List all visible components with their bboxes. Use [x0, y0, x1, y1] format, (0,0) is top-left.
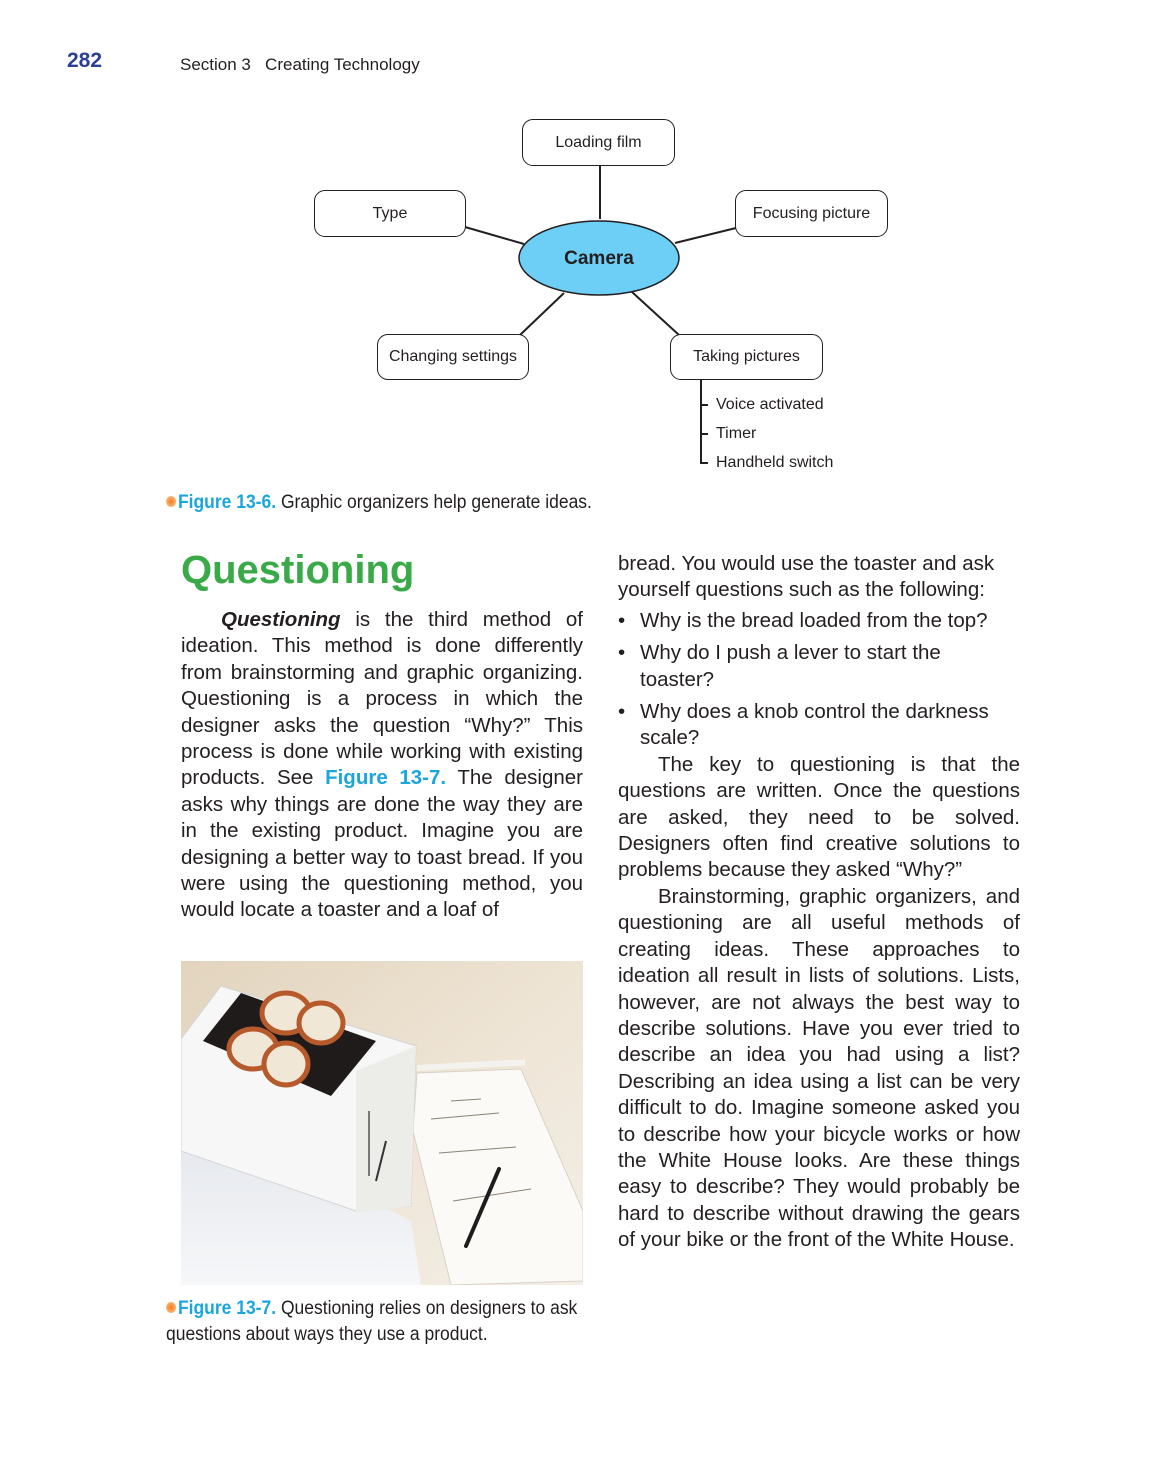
- left-column: [181, 607, 583, 924]
- paragraph: The key to questioning is that the questions are written. Once the questions are asked, they need to be solved. Designers often find creative solutions to problems because they asked “Why?”: [618, 752, 1020, 882]
- section-heading: Questioning: [181, 548, 415, 592]
- question-list: [618, 608, 1020, 752]
- subitem-timer: Timer: [716, 425, 757, 442]
- toaster-illustration: [181, 961, 583, 1285]
- figure-label: Figure 13-7.: [177, 1298, 277, 1319]
- paragraph-text: The designer asks why things are done the way they are in the existing product. Imagine you are designing a better way to toast bread. If you were using the questioning method, you would locate a toaster and a loaf of: [181, 766, 583, 922]
- camera-graphic-organizer: [0, 0, 1156, 480]
- subitem-voice-activated: Voice activated: [716, 396, 824, 413]
- paragraph-text: is the third method of ideation. This method is done differently from brainstorming and graphic organizing. Questioning is a process in which the designer asks the question “Why?” This process is done while working with existing products. See: [181, 608, 583, 790]
- right-column: [618, 551, 1020, 1254]
- question-item: • Why is the bread loaded from the top?: [618, 608, 1020, 634]
- node-type: Type: [314, 190, 466, 237]
- paragraph: [181, 607, 583, 924]
- subitem-handheld-switch: Handheld switch: [716, 454, 834, 471]
- caption-bullet-icon: [166, 496, 176, 507]
- node-changing-settings: Changing settings: [377, 334, 529, 380]
- paragraph: bread. You would use the toaster and ask yourself questions such as the following:: [618, 552, 995, 602]
- question-item: • Why does a knob control the darkness scale?: [618, 699, 1020, 752]
- question-item: • Why do I push a lever to start the toaster?: [618, 640, 1010, 693]
- figure-reference-link[interactable]: Figure 13-7.: [325, 766, 447, 790]
- key-term: Questioning: [221, 608, 341, 631]
- caption-bullet-icon: [166, 1302, 176, 1313]
- figure-13-6-caption: [166, 490, 644, 516]
- paragraph: Brainstorming, graphic organizers, and questioning are all useful methods of creating ideas. These approaches to ideation all result in lists of solutions. Lists, however, are not always the best way to describe solutions. Have you ever tried to describe an idea you had using a list? Describing an idea using a list can be very difficult to do. Imagine someone asked you to describe how your bicycle works or how the White House looks. Are these things easy to describe? They would probably be hard to describe without drawing the gears of your bike or the front of the White House.: [618, 884, 1020, 1252]
- running-head: Section 3 Creating Technology: [180, 55, 420, 74]
- node-taking-pictures: Taking pictures: [670, 334, 823, 380]
- figure-label: Figure 13-6.: [177, 492, 277, 513]
- caption-text: Graphic organizers help generate ideas.: [276, 492, 592, 513]
- figure-13-7-caption: [166, 1296, 580, 1348]
- caption-text: Questioning relies on designers to ask questions about ways they use a product.: [166, 1298, 578, 1345]
- center-node-label: Camera: [564, 248, 634, 269]
- node-loading-film: Loading film: [522, 119, 675, 166]
- page-number: 282: [67, 49, 103, 72]
- toaster-photo: [181, 961, 583, 1285]
- node-focusing-picture: Focusing picture: [735, 190, 888, 237]
